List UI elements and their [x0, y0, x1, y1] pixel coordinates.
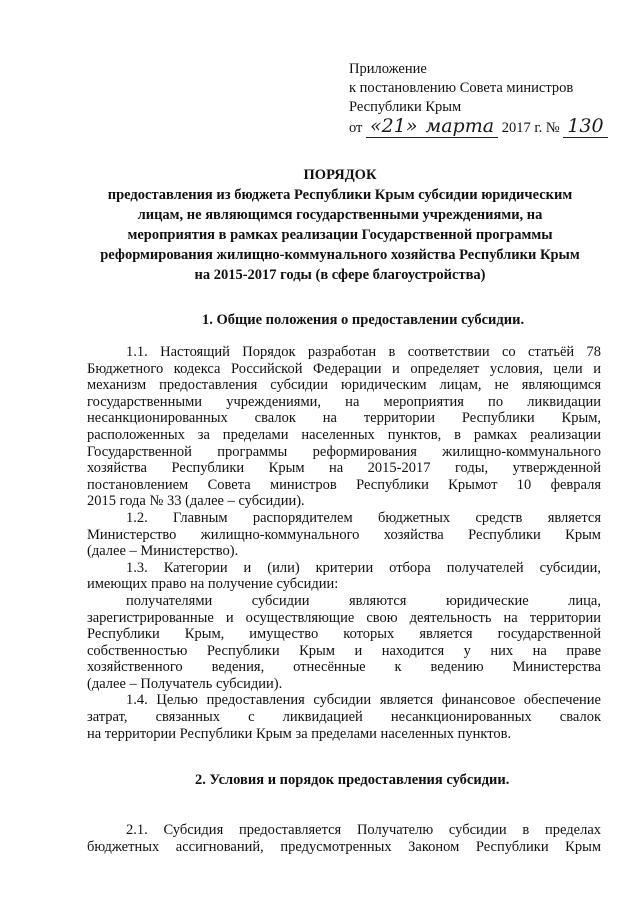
- appendix-line-1: Приложение: [349, 61, 427, 77]
- document-number-handwritten: 130: [563, 115, 607, 138]
- appendix-block: [349, 60, 608, 138]
- title-line-2: лицам, не являющимся государственными учреждениями, на: [137, 207, 543, 223]
- paragraph-line: хозяйства Республики Крым на 2015-2017 годы, утвержденной: [87, 460, 601, 477]
- paragraph-line: 1.4. Целью предоставления субсидии является финансовое обеспечение: [126, 692, 601, 709]
- paragraph-line: Министерство жилищно-коммунального хозяйства Республики Крым: [87, 526, 601, 543]
- date-day-handwritten: «21»: [366, 115, 421, 138]
- paragraph-line: 1.1. Настоящий Порядок разработан в соответствии со статьёй 78: [126, 344, 601, 360]
- paragraph-line: собственностью Республики Крым и находится у них на праве: [87, 642, 601, 659]
- paragraph-line: затрат, связанных с ликвидацией несанкционированных свалок: [87, 709, 601, 726]
- paragraph-line: 2.1. Субсидия предоставляется Получателю субсидии в пределах: [126, 822, 601, 838]
- section-1-heading: 1. Общие положения о предоставлении субсидии.: [202, 312, 525, 328]
- paragraph-line: постановлением Совета министров Республики Крымот 10 февраля: [87, 476, 601, 493]
- paragraph-line: государственными учреждениями, на мероприятия по ликвидации: [87, 393, 601, 410]
- paragraph-line: Республики Крым, имущество которых является государственной: [87, 626, 601, 643]
- paragraph-line: 1.3. Категории и (или) критерии отбора получателей субсидии,: [126, 559, 601, 576]
- title-heading: ПОРЯДОК: [303, 167, 377, 183]
- title-line-4: реформирования жилищно-коммунального хозяйства Республики Крым: [100, 247, 580, 263]
- title-line-3: мероприятия в рамках реализации Государственной программы: [127, 227, 553, 243]
- paragraph-line: 2015 года № 33 (далее – субсидии).: [87, 493, 305, 510]
- paragraph-line: расположенных за пределами населенных пунктов, в рамках реализации: [87, 426, 601, 443]
- section-2-heading: 2. Условия и порядок предоставления субсидии.: [195, 772, 510, 788]
- appendix-date-line: [349, 117, 608, 138]
- date-prefix: от: [349, 120, 363, 136]
- title-line-1: предоставления из бюджета Республики Крым субсидии юридическим: [107, 187, 573, 203]
- paragraph-line: Государственной программы реформирования жилищно-коммунального: [87, 443, 601, 460]
- appendix-line-2: к постановлению Совета министров: [349, 80, 574, 96]
- paragraph-line: (далее – Министерство).: [87, 543, 239, 560]
- paragraph-line: зарегистрированные и осуществляющие свою деятельность на территории: [87, 609, 601, 626]
- paragraph-line: на территории Республики Крым за пределами населенных пунктов.: [87, 725, 512, 742]
- section-2-body: [87, 822, 601, 855]
- paragraph-line: имеющих право на получение субсидии:: [87, 576, 339, 593]
- paragraph-line: механизм предоставления субсидии юридическим лицам, не являющимся: [87, 377, 601, 394]
- paragraph-line: бюджетных ассигнований, предусмотренных Законом Республики Крым: [87, 838, 601, 855]
- paragraph-line: хозяйственного ведения, отнесённые к ведению Министерства: [87, 659, 601, 676]
- section-1-body: [87, 344, 601, 742]
- paragraph-line: несанкционированных свалок на территории Республики Крым,: [87, 410, 601, 427]
- date-month-handwritten: марта: [421, 115, 498, 138]
- paragraph-line: Бюджетного кодекса Российской Федерации и определяет условия, цели и: [87, 360, 601, 377]
- paragraph-line: получателями субсидии являются юридические лица,: [126, 592, 601, 609]
- paragraph-line: (далее – Получатель субсидии).: [87, 675, 283, 692]
- appendix-line-3: Республики Крым: [349, 99, 462, 115]
- date-year: 2017 г. №: [501, 120, 560, 136]
- document-title: [80, 165, 600, 285]
- title-line-5: на 2015-2017 годы (в сфере благоустройства): [194, 267, 486, 283]
- paragraph-line: 1.2. Главным распорядителем бюджетных средств является: [126, 509, 601, 526]
